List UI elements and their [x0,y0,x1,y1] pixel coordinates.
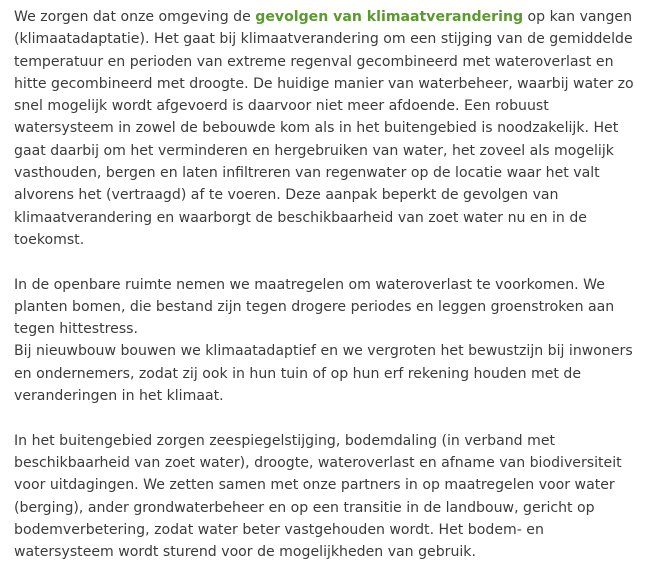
paragraph-climate-adaptation [14,6,644,251]
paragraph-public-space [14,274,644,408]
paragraph-text: In het buitengebied zorgen zeespiegelstijging, bodemdaling (in verband met beschikbaarheid van zoet water), droogte, wateroverlast en afname van biodiversiteit voor uitdagingen. We zetten samen met onze partners in op maatregelen voor water (berging), ander grondwaterbeheer en op een transitie in de landbouw, gericht op bodemverbetering, zodat water beter vastgehouden wordt. Het bodem- en watersysteem wordt sturend voor de mogelijkheden van gebruik. [14,432,622,561]
paragraph-text: op kan vangen (klimaatadaptatie). Het gaat bij klimaatverandering om een stijging van de gemiddelde temperatuur en perioden van extreme regenval gecombineerd met wateroverlast en hitte gecombineerd met droogte. De huidige manier van waterbeheer, waarbij water zo snel mogelijk wordt afgevoerd is daarvoor niet meer afdoende. Een robuust watersysteem in zowel de bebouwde kom als in het buitengebied is noodzakelijk. Het gaat daarbij om het verminderen en hergebruiken van water, het zoveel als mogelijk vasthouden, bergen en laten infiltreren van regenwater op de locatie waar het valt alvorens het (vertraagd) af te voeren. Deze aanpak beperkt de gevolgen van klimaatverandering en waarborgt de beschikbaarheid van zoet water nu en in de toekomst. [14,9,634,248]
climate-change-link[interactable]: gevolgen van klimaatverandering [255,9,524,25]
paragraph-rural-area [14,430,644,563]
paragraph-text: Bij nieuwbouw bouwen we klimaatadaptief en we vergroten het bewustzijn bij inwoners en ondernemers, zodat zij ook in hun tuin of op hun erf rekening houden met de veranderingen in het klimaat. [14,343,633,405]
paragraph-text: We zorgen dat onze omgeving de [14,9,256,25]
paragraph-text: In de openbare ruimte nemen we maatregelen om wateroverlast te voorkomen. We planten bomen, die bestand zijn tegen drogere periodes en leggen groenstroken aan tegen hittestress. [14,276,615,338]
